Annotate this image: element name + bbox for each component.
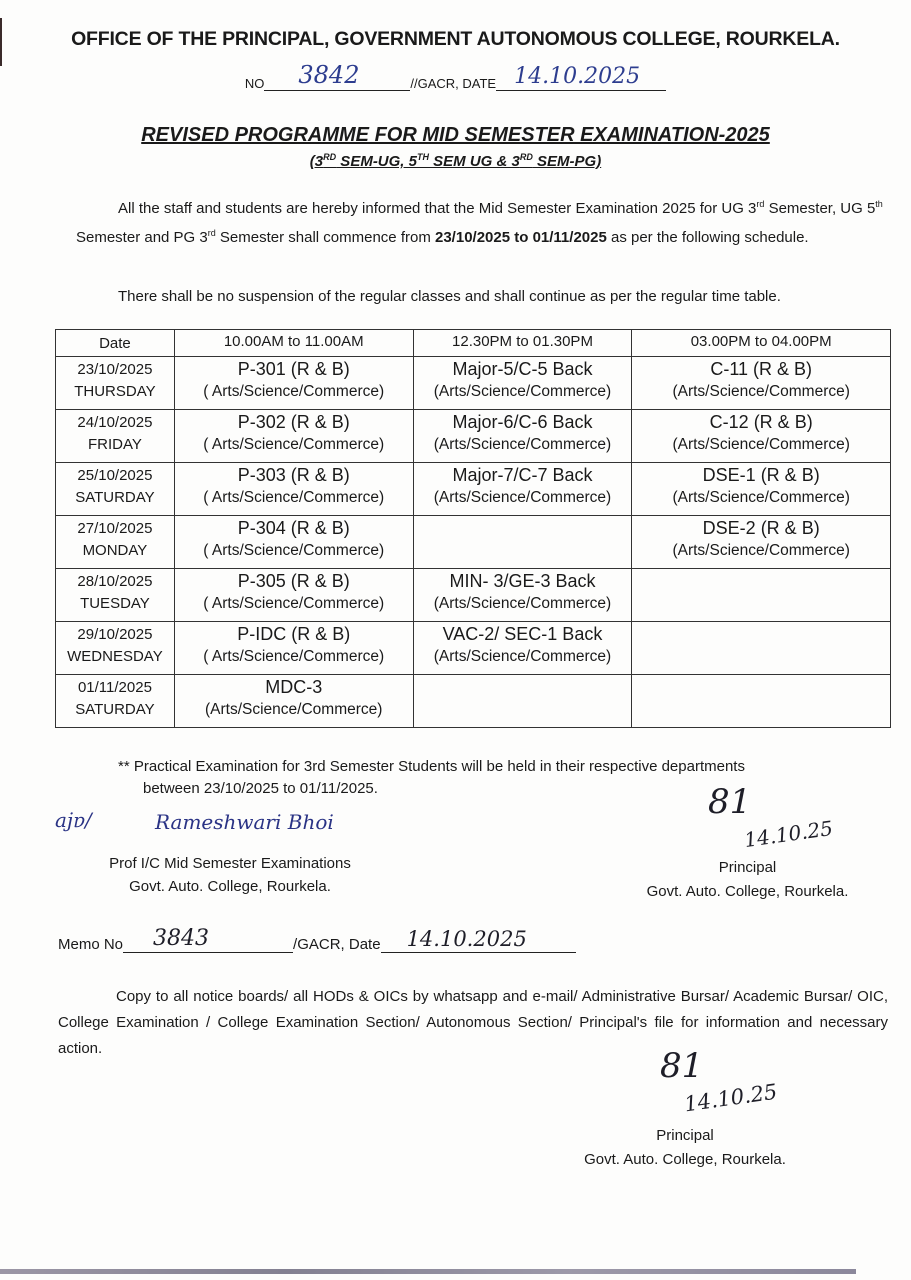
signature-left: Rameshwari Bhoi — [155, 810, 334, 834]
stream-label: (Arts/Science/Commerce) — [205, 701, 383, 718]
signature-bottom-date: 14.10.25 — [682, 1079, 779, 1117]
paper-code: MIN- 3/GE-3 Back — [449, 571, 596, 591]
paper-code: P-301 (R & B) — [237, 359, 350, 379]
schedule-row — [56, 516, 891, 569]
paper-code: Major-7/C-7 Back — [452, 465, 593, 485]
schedule-row — [56, 463, 891, 516]
intro-text: Semester shall commence from — [215, 229, 435, 246]
exam-date: 28/10/2025 — [77, 573, 153, 590]
institution-left: Govt. Auto. College, Rourkela. — [129, 878, 331, 895]
schedule-row — [56, 569, 891, 622]
date-cell — [56, 463, 175, 516]
date-cell — [56, 357, 175, 410]
schedule-row — [56, 675, 891, 728]
schedule-row — [56, 410, 891, 463]
subtitle-text: SEM-PG) — [532, 153, 602, 170]
paper-code: Major-6/C-6 Back — [452, 412, 593, 432]
scan-bottom-edge — [0, 1269, 856, 1274]
subtitle-text: (3 — [309, 153, 324, 170]
paper-code: DSE-1 (R & B) — [702, 465, 820, 485]
slot-2-cell — [413, 463, 632, 516]
notice-text: There shall be no suspension of the regular classes and shall continue as per the regular time table. — [118, 288, 781, 305]
stream-label: (Arts/Science/Commerce) — [672, 436, 850, 453]
slot-3-cell — [632, 622, 891, 675]
stream-label: ( Arts/Science/Commerce) — [203, 489, 385, 506]
exam-date: 29/10/2025 — [77, 626, 153, 643]
date-cell — [56, 516, 175, 569]
slot-1-cell — [174, 622, 413, 675]
slot-1-cell — [174, 516, 413, 569]
exam-date: 24/10/2025 — [77, 414, 153, 431]
stream-label: ( Arts/Science/Commerce) — [203, 436, 385, 453]
paper-code: P-304 (R & B) — [237, 518, 350, 538]
schedule-header-row — [56, 330, 891, 357]
header-slot-3: 03.00PM to 04.00PM — [632, 330, 891, 357]
date-cell — [56, 569, 175, 622]
intro-paragraph — [76, 192, 896, 250]
stream-label: ( Arts/Science/Commerce) — [203, 648, 385, 665]
memo-label: Memo No — [58, 936, 124, 953]
stream-label: (Arts/Science/Commerce) — [433, 648, 612, 665]
subtitle-text: SEM UG & 3 — [429, 153, 520, 170]
memo-no-field — [123, 926, 293, 953]
paper-code: P-305 (R & B) — [237, 571, 350, 591]
slot-3-cell — [632, 357, 891, 410]
schedule-table — [55, 329, 891, 728]
institution-bottom: Govt. Auto. College, Rourkela. — [584, 1151, 786, 1168]
exam-date: 01/11/2025 — [77, 679, 152, 696]
date-field — [496, 64, 666, 91]
signature-right-date: 14.10.25 — [742, 815, 835, 853]
slot-1-cell — [174, 410, 413, 463]
subtitle-sup: RD — [519, 152, 533, 162]
slot-3-cell — [632, 516, 891, 569]
slot-3-cell — [632, 463, 891, 516]
stream-label: ( Arts/Science/Commerce) — [203, 542, 385, 559]
exam-date-range: 23/10/2025 to 01/11/2025 — [435, 229, 607, 246]
stream-label: ( Arts/Science/Commerce) — [203, 383, 385, 400]
date-handwritten: 14.10.2025 — [514, 64, 641, 89]
date-cell — [56, 675, 175, 728]
memo-gacr-label: /GACR, Date — [293, 936, 381, 953]
exam-day: TUESDAY — [80, 595, 150, 612]
exam-date: 27/10/2025 — [77, 520, 153, 537]
schedule-row — [56, 622, 891, 675]
designation-right: Principal — [718, 859, 777, 876]
designation-left: Prof I/C Mid Semester Examinations — [109, 855, 351, 872]
paper-code: P-303 (R & B) — [237, 465, 350, 485]
intro-sup: rd — [207, 228, 216, 238]
slot-1-cell — [174, 675, 413, 728]
slot-2-cell — [413, 569, 632, 622]
stream-label: (Arts/Science/Commerce) — [433, 436, 612, 453]
stream-label: (Arts/Science/Commerce) — [433, 595, 612, 612]
slot-2-cell — [413, 622, 632, 675]
office-title: OFFICE OF THE PRINCIPAL, GOVERNMENT AUTONOMOUS COLLEGE, ROURKELA. — [71, 28, 840, 50]
slot-3-cell — [632, 410, 891, 463]
exam-date: 23/10/2025 — [77, 361, 153, 378]
slot-2-cell — [413, 357, 632, 410]
no-handwritten: 3842 — [298, 61, 360, 89]
programme-title: REVISED PROGRAMME FOR MID SEMESTER EXAMINATION-2025 — [141, 124, 770, 146]
reference-line — [0, 61, 911, 91]
header-slot-2: 12.30PM to 01.30PM — [413, 330, 632, 357]
exam-day: FRIDAY — [87, 436, 142, 453]
intro-text: Semester, UG 5 — [764, 200, 876, 217]
gacr-date-label: //GACR, DATE — [410, 76, 497, 91]
no-field — [264, 61, 410, 91]
header-slot-1: 10.00AM to 11.00AM — [174, 330, 413, 357]
signatory-right — [625, 856, 870, 904]
paper-code: C-12 (R & B) — [709, 412, 813, 432]
stream-label: (Arts/Science/Commerce) — [672, 383, 850, 400]
exam-day: SATURDAY — [75, 701, 155, 718]
intro-text: All the staff and students are hereby informed that the Mid Semester Examination 2025 for UG 3 — [118, 200, 757, 217]
subtitle-text: SEM-UG, 5 — [336, 153, 417, 170]
stream-label: (Arts/Science/Commerce) — [433, 383, 612, 400]
signatory-bottom — [560, 1124, 810, 1172]
exam-day: MONDAY — [82, 542, 148, 559]
memo-date-field — [381, 927, 576, 953]
stream-label: (Arts/Science/Commerce) — [672, 542, 850, 559]
footnote-line: between 23/10/2025 to 01/11/2025. — [143, 780, 378, 797]
intro-sup: rd — [756, 199, 765, 209]
memo-date-handwritten: 14.10.2025 — [406, 927, 527, 951]
initial-scribble: ajɐ/ — [55, 808, 92, 832]
slot-1-cell — [174, 463, 413, 516]
programme-subtitle — [0, 152, 911, 170]
slot-1-cell — [174, 569, 413, 622]
stream-label: (Arts/Science/Commerce) — [672, 489, 850, 506]
intro-text: Semester and PG 3 — [76, 229, 208, 246]
exam-day: SATURDAY — [75, 489, 155, 506]
slot-2-cell — [413, 516, 632, 569]
designation-bottom: Principal — [656, 1127, 714, 1144]
paper-code: P-302 (R & B) — [237, 412, 350, 432]
paper-code: P-IDC (R & B) — [237, 624, 351, 644]
no-label: NO — [244, 76, 265, 91]
paper-code: Major-5/C-5 Back — [452, 359, 593, 379]
exam-day: THURSDAY — [74, 383, 156, 400]
subtitle-sup: RD — [323, 152, 337, 162]
signature-right-initials: 81 — [708, 782, 752, 822]
header-date: Date — [56, 330, 175, 357]
footnote-line: ** Practical Examination for 3rd Semester Students will be held in their respective departments — [118, 758, 745, 775]
slot-3-cell — [632, 569, 891, 622]
intro-text: as per the following schedule. — [606, 229, 809, 246]
paper-code: MDC-3 — [265, 677, 323, 697]
memo-line — [58, 926, 576, 953]
stream-label: ( Arts/Science/Commerce) — [203, 595, 385, 612]
slot-2-cell — [413, 675, 632, 728]
date-cell — [56, 410, 175, 463]
slot-2-cell — [413, 410, 632, 463]
signatory-left — [80, 852, 380, 898]
paper-code: C-11 (R & B) — [710, 359, 813, 379]
slot-3-cell — [632, 675, 891, 728]
memo-no-handwritten: 3843 — [153, 926, 210, 951]
practical-footnote — [118, 756, 878, 800]
slot-1-cell — [174, 357, 413, 410]
subtitle-sup: TH — [417, 152, 429, 162]
stream-label: (Arts/Science/Commerce) — [433, 489, 612, 506]
exam-day: WEDNESDAY — [67, 648, 163, 665]
exam-date: 25/10/2025 — [77, 467, 153, 484]
schedule-row — [56, 357, 891, 410]
intro-sup: th — [875, 199, 883, 209]
paper-code: DSE-2 (R & B) — [702, 518, 820, 538]
paper-code: VAC-2/ SEC-1 Back — [442, 624, 603, 644]
institution-right: Govt. Auto. College, Rourkela. — [646, 883, 849, 900]
date-cell — [56, 622, 175, 675]
copy-to-paragraph: Copy to all notice boards/ all HODs & OICs by whatsapp and e-mail/ Administrative Bursar/ Academic Bursar/ OIC, College Examination / College Examination Section/ Autonomous Section/ Principal's file for information and necessary action. — [58, 988, 888, 1057]
signature-bottom-initials: 81 — [660, 1046, 704, 1086]
